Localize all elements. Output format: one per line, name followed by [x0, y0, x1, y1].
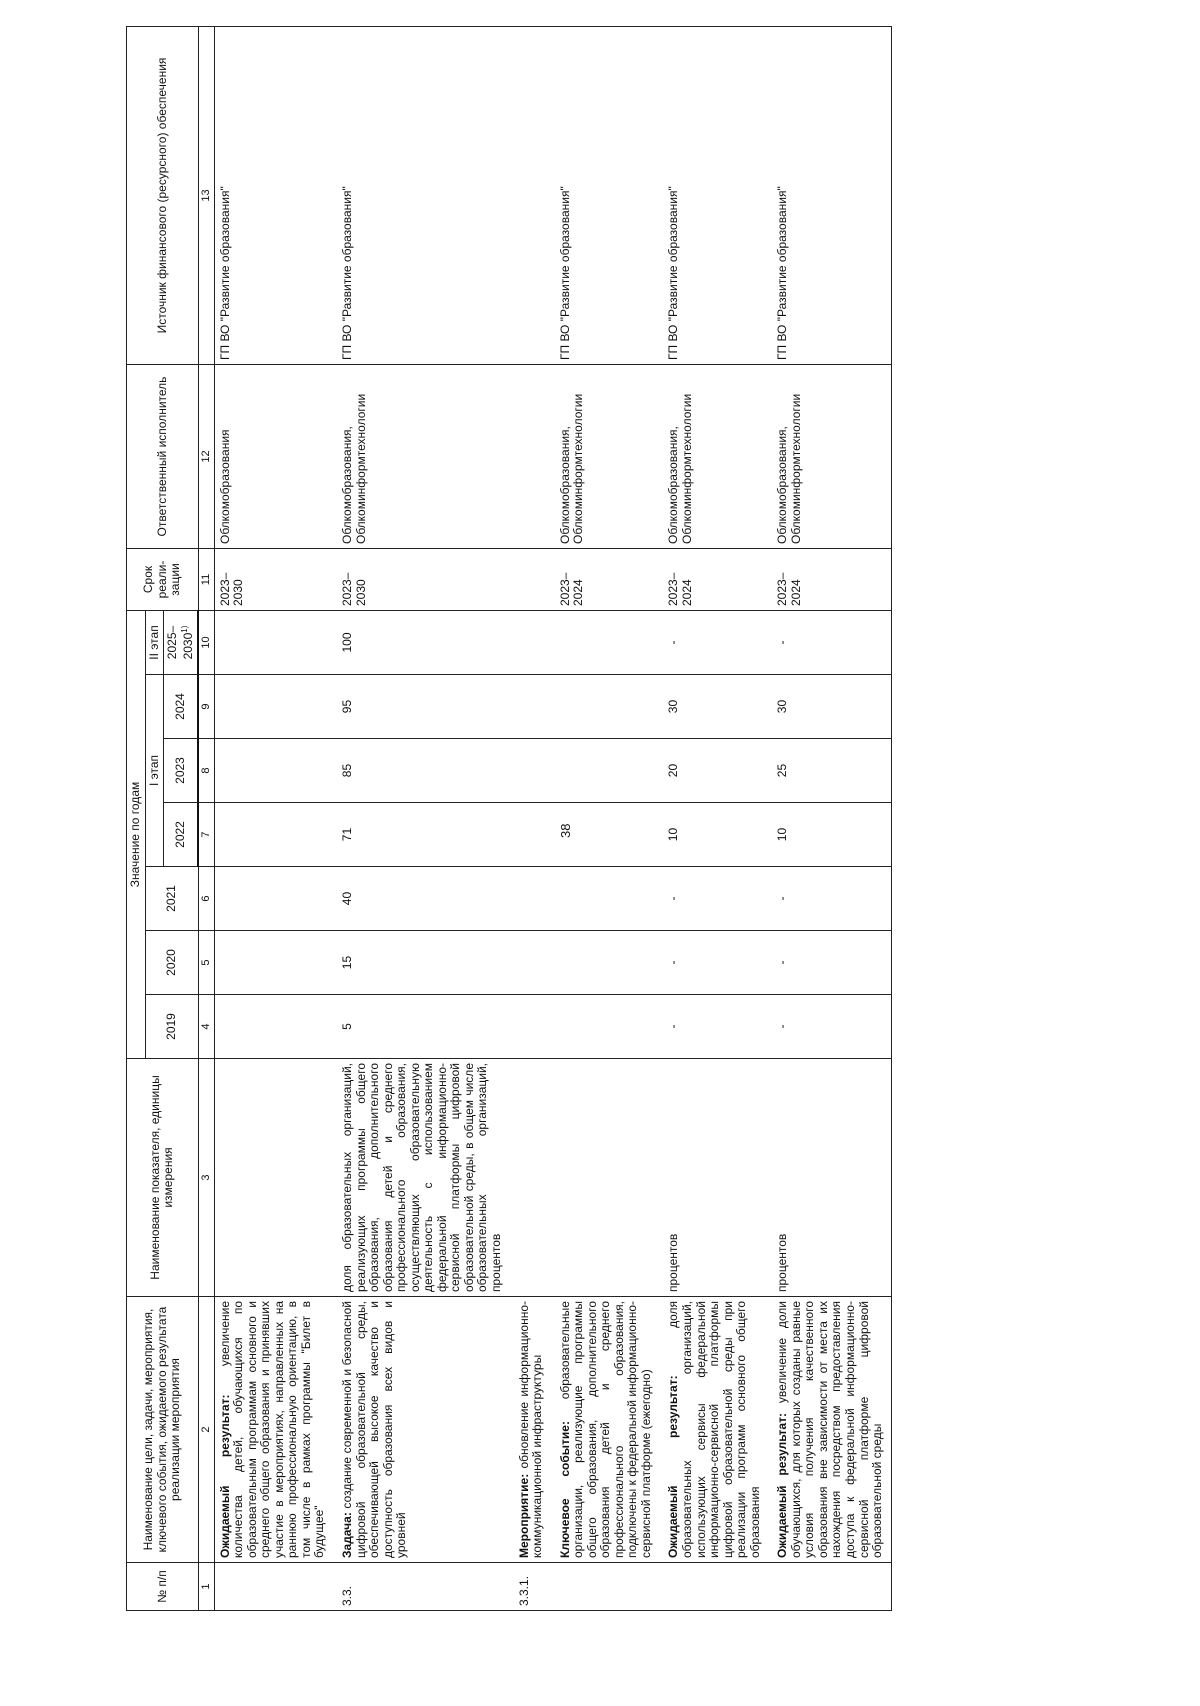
- row-lead-label: Ожидаемый результат:: [217, 1394, 232, 1558]
- page-number: 38: [558, 823, 573, 838]
- value-2019: -: [655, 995, 764, 1059]
- value-2025-2030: -: [655, 611, 764, 675]
- row-text: обновление информационно-коммуникационной инфраструктуры: [516, 1301, 545, 1558]
- row-term: 2023–2024: [655, 549, 764, 611]
- column-number: 3: [198, 1059, 214, 1297]
- row-name: [764, 1297, 891, 1563]
- column-number: 13: [198, 27, 214, 365]
- value-2020: [547, 931, 656, 995]
- value-2023: 20: [655, 739, 764, 803]
- row-text: увеличение количества детей, обучающихся по образовательным программам основного и среднего общего образования и принявших участие в мероприятиях, направленных на раннюю профессиональную ориентацию, в том числе в рамках программы "Билет в будущее": [217, 1301, 327, 1558]
- value-2021: -: [764, 867, 891, 931]
- value-2021: [506, 867, 547, 931]
- row-name: [214, 1297, 329, 1563]
- value-2024: [214, 675, 329, 739]
- table-row: [764, 27, 891, 1611]
- row-indicator: доля образовательных организаций, реализующих программы общего образования, дополнительного образования детей и среднего профессионального образования, осуществляющих образовательную деятельность с использованием федеральной информационно-сервисной платформы цифровой образовательной среды, в общем числе образовательных организаций, процентов: [329, 1059, 506, 1297]
- row-term: 2023–2030: [214, 549, 329, 611]
- header-year-2024: 2024: [164, 675, 199, 739]
- value-2022: 10: [764, 803, 891, 867]
- value-2025-2030: 100: [329, 611, 506, 675]
- column-number: 11: [198, 549, 214, 611]
- value-2024: 30: [655, 675, 764, 739]
- value-2025-2030: -: [764, 611, 891, 675]
- value-2025-2030: [506, 611, 547, 675]
- value-2022: 10: [655, 803, 764, 867]
- row-number: 3.3.: [329, 1563, 506, 1611]
- row-term: 2023–2030: [329, 549, 506, 611]
- row-indicator: процентов: [764, 1059, 891, 1297]
- value-2022: [547, 803, 656, 867]
- value-2020: -: [764, 931, 891, 995]
- row-source: ГП ВО "Развитие образования": [764, 27, 891, 365]
- row-number: [547, 1563, 656, 1611]
- row-source: ГП ВО "Развитие образования": [655, 27, 764, 365]
- header-year-2025-2030: [164, 611, 199, 675]
- row-indicator: [547, 1059, 656, 1297]
- value-2023: 25: [764, 739, 891, 803]
- column-number: 7: [198, 803, 214, 867]
- header-row-1: [127, 27, 146, 1611]
- row-lead-label: Ожидаемый результат:: [666, 1375, 681, 1558]
- value-2022: [506, 803, 547, 867]
- value-2020: [214, 931, 329, 995]
- plan-table: [126, 26, 892, 1611]
- value-2019: [214, 995, 329, 1059]
- header-values-group: Значение по годам: [127, 611, 146, 1059]
- row-executor: Облкомобразования, Облкоминформтехнологии: [329, 365, 506, 549]
- value-2024: [506, 675, 547, 739]
- column-number: 10: [198, 611, 214, 675]
- value-2024: 95: [329, 675, 506, 739]
- rotated-page: [126, 57, 1200, 1641]
- value-2019: [506, 995, 547, 1059]
- row-text: создание современной и безопасной цифровой образовательной среды, обеспечивающей высокое качество и доступность образования всех видов и уровней: [339, 1301, 409, 1558]
- header-year-2020: 2020: [145, 931, 198, 995]
- value-2021: -: [655, 867, 764, 931]
- value-2021: 40: [329, 867, 506, 931]
- value-2019: -: [764, 995, 891, 1059]
- row-indicator: [506, 1059, 547, 1297]
- row-lead-label: Мероприятие:: [516, 1473, 531, 1558]
- row-executor: Облкомобразования, Облкоминформтехнологии: [764, 365, 891, 549]
- row-text: образовательные организации, реализующие программы общего образования, дополнительного образования детей и среднего профессионального образования, подключены к федеральной информационно-сервисной платформе (ежегодно): [557, 1301, 653, 1558]
- header-year-2021: 2021: [145, 867, 198, 931]
- row-executor: Облкомобразования: [214, 365, 329, 549]
- row-executor: [506, 365, 547, 549]
- row-text: увеличение доли обучающихся, для которых созданы равные условия получения качественного образования вне зависимости от места их нахождения посредством предоставления доступа к федеральной информационно-сервисной платформе цифровой образовательной среды: [775, 1301, 885, 1558]
- header-stage-2: II этап: [145, 611, 164, 675]
- value-2025-2030: [214, 611, 329, 675]
- row-term: 2023–2024: [764, 549, 891, 611]
- value-2020: -: [655, 931, 764, 995]
- table-row: [506, 27, 547, 1611]
- row-text: доля образовательных организаций, использующих сервисы федеральной информационно-сервисной платформы цифровой образовательной среды при реализации программ основного общего образования: [666, 1300, 762, 1558]
- row-indicator: процентов: [655, 1059, 764, 1297]
- row-number: [655, 1563, 764, 1611]
- table-row: [214, 27, 329, 1611]
- value-2025-2030: [547, 611, 656, 675]
- row-number: 3.3.1.: [506, 1563, 547, 1611]
- header-indicator: Наименование показателя, единицы измерения: [127, 1059, 199, 1297]
- value-2023: 85: [329, 739, 506, 803]
- value-2019: [547, 995, 656, 1059]
- value-2022: 71: [329, 803, 506, 867]
- row-term: 2023–2024: [547, 549, 656, 611]
- header-executor: Ответственный исполнитель: [127, 365, 199, 549]
- value-2020: [506, 931, 547, 995]
- row-source: [506, 27, 547, 365]
- header-stage-1: I этап: [145, 675, 164, 867]
- row-source: ГП ВО "Развитие образования": [547, 27, 656, 365]
- column-numbers-row: [198, 27, 214, 1611]
- header-term: Срок реали-зации: [127, 549, 199, 611]
- row-lead-label: Ожидаемый результат:: [775, 1413, 790, 1558]
- row-lead-label: Ключевое событие:: [557, 1421, 572, 1558]
- column-number: 5: [198, 931, 214, 995]
- row-name: [329, 1297, 506, 1563]
- column-number: 6: [198, 867, 214, 931]
- header-year-2025-2030-label: 2025–2030: [165, 625, 195, 660]
- header-source: Источник финансового (ресурсного) обеспечения: [127, 27, 199, 365]
- value-2024: 30: [764, 675, 891, 739]
- column-number: 2: [198, 1297, 214, 1563]
- table-row: [655, 27, 764, 1611]
- header-name: Наименование цели, задачи, мероприятия, ключевого события, ожидаемого результата реализации мероприятия: [127, 1297, 199, 1563]
- header-year-2023: 2023: [164, 739, 199, 803]
- row-name: [547, 1297, 656, 1563]
- row-executor: Облкомобразования, Облкоминформтехнологии: [655, 365, 764, 549]
- table-row: [547, 27, 656, 1611]
- row-source: ГП ВО "Развитие образования": [214, 27, 329, 365]
- row-name: [506, 1297, 547, 1563]
- column-number: 9: [198, 675, 214, 739]
- row-indicator: [214, 1059, 329, 1297]
- row-number: [214, 1563, 329, 1611]
- row-number: [764, 1563, 891, 1611]
- header-year-2022: 2022: [164, 803, 199, 867]
- header-year-2019: 2019: [145, 995, 198, 1059]
- column-number: 1: [198, 1563, 214, 1611]
- header-num: № п/п: [127, 1563, 199, 1611]
- value-2023: [506, 739, 547, 803]
- table-body: [214, 27, 891, 1611]
- value-2021: [214, 867, 329, 931]
- value-2024: [547, 675, 656, 739]
- row-executor: Облкомобразования, Облкоминформтехнологии: [547, 365, 656, 549]
- value-2019: 5: [329, 995, 506, 1059]
- row-lead-label: Задача:: [339, 1512, 354, 1558]
- value-2023: [547, 739, 656, 803]
- row-name: [655, 1297, 764, 1563]
- table-row: [329, 27, 506, 1611]
- value-2023: [214, 739, 329, 803]
- footnote-marker: 1): [179, 625, 189, 633]
- column-number: 8: [198, 739, 214, 803]
- column-number: 4: [198, 995, 214, 1059]
- row-source: ГП ВО "Развитие образования": [329, 27, 506, 365]
- value-2021: [547, 867, 656, 931]
- column-number: 12: [198, 365, 214, 549]
- value-2020: 15: [329, 931, 506, 995]
- row-term: [506, 549, 547, 611]
- value-2022: [214, 803, 329, 867]
